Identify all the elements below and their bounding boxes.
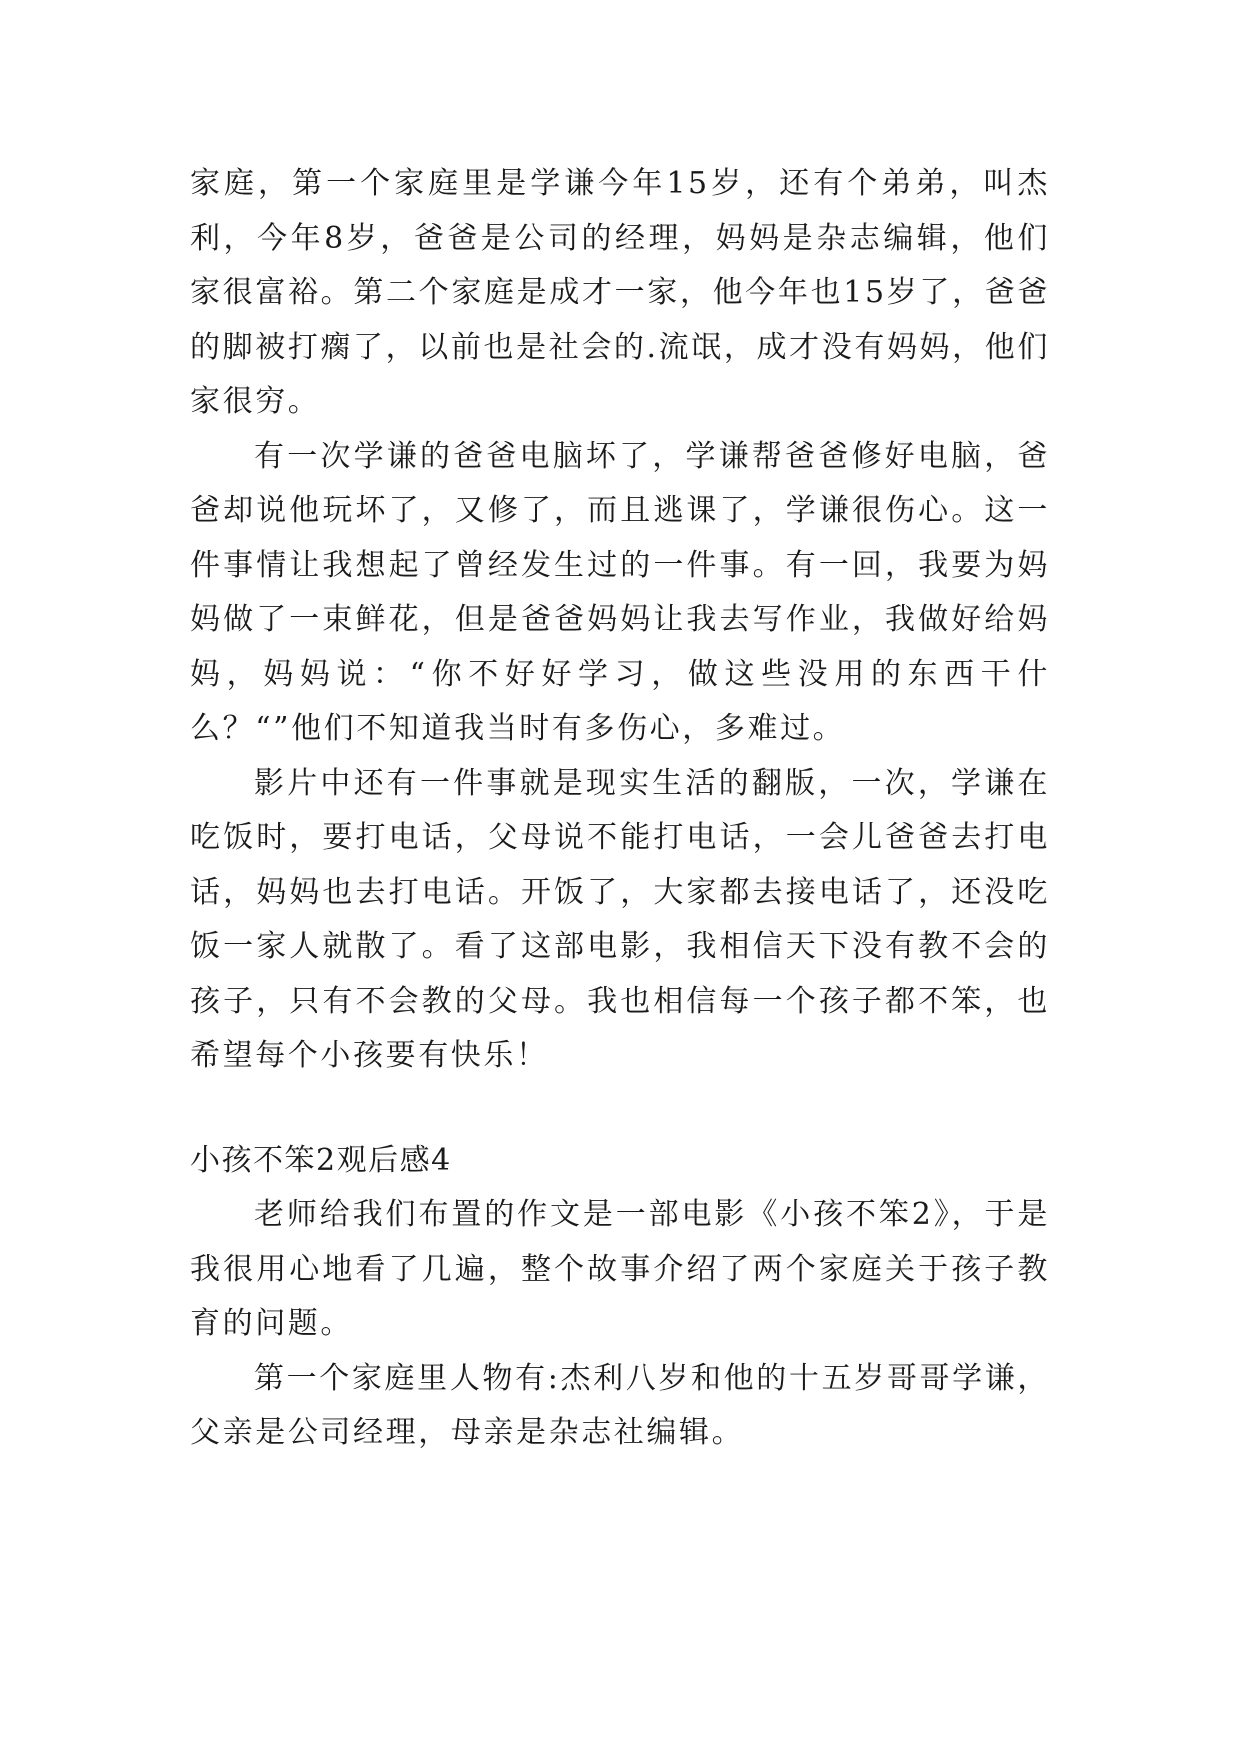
- paragraph-assignment: 老师给我们布置的作文是一部电影《小孩不笨2》，于是我很用心地看了几遍，整个故事介绍了两个家庭关于孩子教育的问题。: [190, 1197, 1050, 1341]
- paragraph-first-family: 第一个家庭里人物有:杰利八岁和他的十五岁哥哥学谦，父亲是公司经理，母亲是杂志社编辑。: [190, 1360, 1050, 1450]
- paragraph-family-intro: 家庭，第一个家庭里是学谦今年15岁，还有个弟弟，叫杰利，今年8岁，爸爸是公司的经理，妈妈是杂志编辑，他们家很富裕。第二个家庭是成才一家，他今年也15岁了，爸爸的脚被打瘸了，以前也是社会的.流氓，成才没有妈妈，他们家很穷。: [190, 166, 1050, 419]
- document-body: [190, 157, 1050, 1461]
- section-title: 小孩不笨2观后感4: [190, 1142, 452, 1178]
- paragraph-computer-story: 有一次学谦的爸爸电脑坏了，学谦帮爸爸修好电脑，爸爸却说他玩坏了，又修了，而且逃课了，学谦很伤心。这一件事情让我想起了曾经发生过的一件事。有一回，我要为妈妈做了一束鲜花，但是爸爸妈妈让我去写作业，我做好给妈妈，妈妈说：“你不好好学习，做这些没用的东西干什么？“”他们不知道我当时有多伤心，多难过。: [190, 438, 1050, 746]
- paragraph-dinner-story: 影片中还有一件事就是现实生活的翻版，一次，学谦在吃饭时，要打电话，父母说不能打电话，一会儿爸爸去打电话，妈妈也去打电话。开饭了，大家都去接电话了，还没吃饭一家人就散了。看了这部电影，我相信天下没有教不会的孩子，只有不会教的父母。我也相信每一个孩子都不笨，也希望每个小孩要有快乐！: [190, 765, 1050, 1073]
